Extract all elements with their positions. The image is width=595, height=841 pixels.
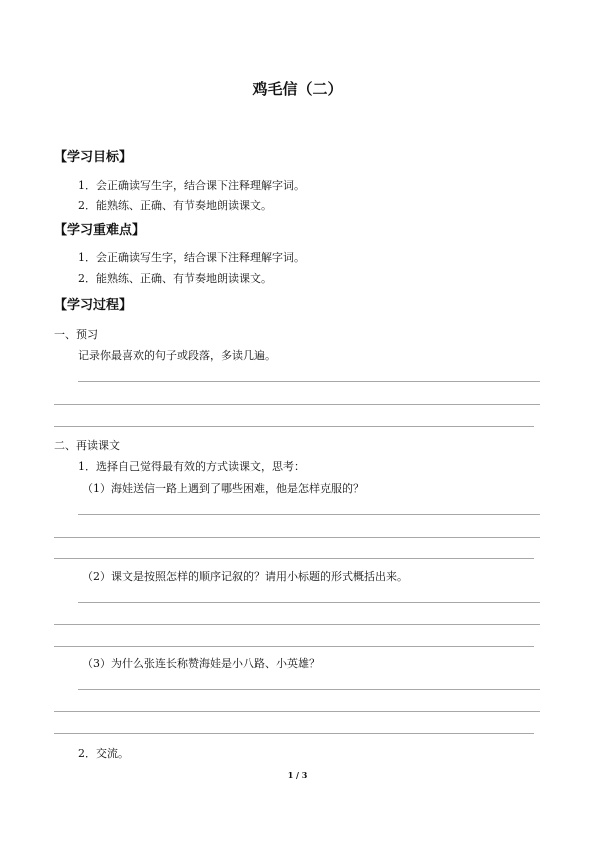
answer-line[interactable]	[78, 689, 540, 690]
answer-line[interactable]	[54, 404, 540, 405]
answer-line[interactable]	[54, 733, 534, 734]
exchange-item: 2．交流。	[78, 747, 129, 760]
goal-item-1: 1．会正确读写生字，结合课下注释理解字词。	[78, 179, 305, 192]
answer-line[interactable]	[78, 602, 540, 603]
reread-heading: 二、再读课文	[54, 439, 120, 452]
reread-task: 1．选择自己觉得最有效的方式读课文，思考：	[78, 460, 305, 473]
question-1: （1）海娃送信一路上遇到了哪些困难，他是怎样克服的？	[82, 482, 364, 495]
process-heading: 【学习过程】	[54, 298, 133, 313]
answer-line[interactable]	[54, 646, 534, 647]
answer-line[interactable]	[54, 711, 540, 712]
question-3: （3）为什么张连长称赞海娃是小八路、小英雄？	[82, 657, 320, 670]
preview-heading: 一、预习	[54, 328, 98, 341]
key-points-heading: 【学习重难点】	[54, 223, 146, 238]
key-point-item-1: 1．会正确读写生字，结合课下注释理解字词。	[78, 251, 305, 264]
answer-line[interactable]	[54, 624, 540, 625]
answer-line[interactable]	[54, 558, 534, 559]
answer-line[interactable]	[54, 426, 534, 427]
page-number: 1 / 3	[287, 770, 308, 780]
answer-line[interactable]	[78, 514, 540, 515]
page-title: 鸡毛信（二）	[252, 80, 343, 98]
question-2: （2）课文是按照怎样的顺序记叙的？请用小标题的形式概括出来。	[82, 570, 408, 583]
answer-line[interactable]	[54, 537, 540, 538]
goals-heading: 【学习目标】	[54, 150, 133, 165]
key-point-item-2: 2．能熟练、正确、有节奏地朗读课文。	[78, 272, 272, 285]
answer-line[interactable]	[78, 381, 540, 382]
goal-item-2: 2．能熟练、正确、有节奏地朗读课文。	[78, 199, 272, 212]
preview-instruction: 记录你最喜欢的句子或段落，多读几遍。	[78, 349, 276, 362]
